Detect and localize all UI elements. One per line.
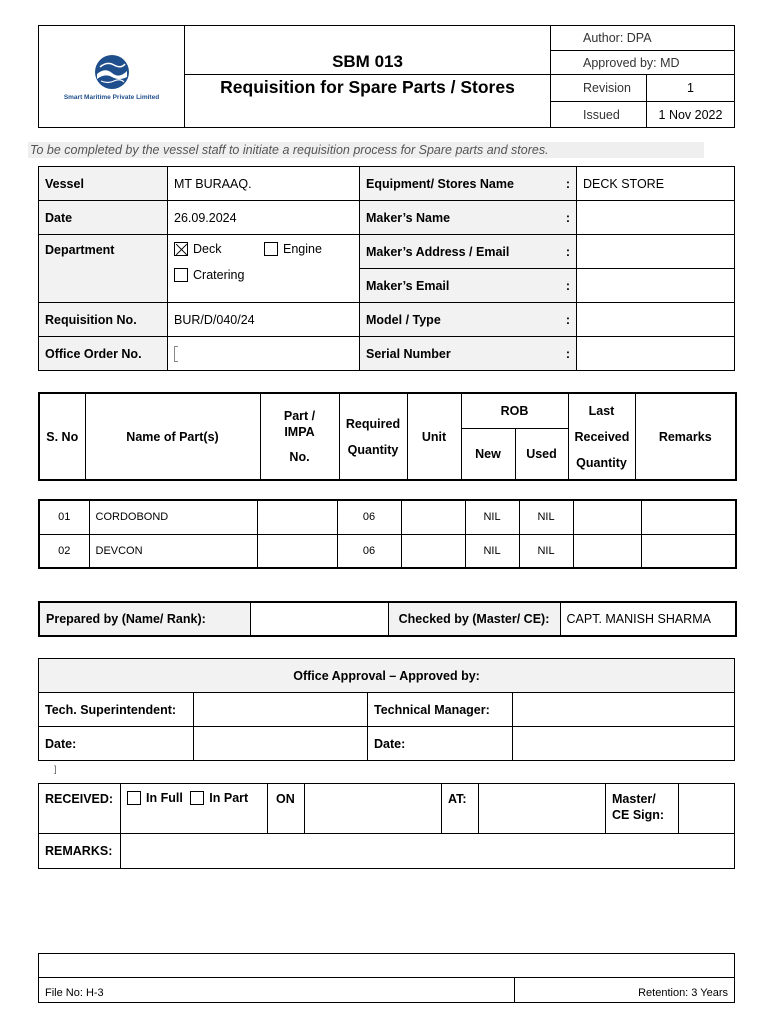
col-remarks: Remarks: [635, 393, 736, 480]
received-table: [38, 783, 735, 869]
checked-label: Checked by (Master/ CE):: [388, 602, 560, 636]
vessel-value[interactable]: MT BURAAQ.: [168, 167, 360, 201]
remarks-label: REMARKS:: [39, 834, 121, 869]
dept-deck-option[interactable]: [174, 242, 264, 256]
requisition-value[interactable]: BUR/D/040/24: [168, 303, 360, 337]
row-last[interactable]: [573, 500, 641, 534]
row-used[interactable]: NIL: [519, 500, 573, 534]
company-logo: [92, 53, 132, 91]
maker-name-value[interactable]: [577, 201, 735, 235]
revision-value: 1: [647, 75, 735, 102]
form-title: Requisition for Spare Parts / Stores: [185, 75, 551, 128]
instruction-text: To be completed by the vessel staff to initiate a requisition process for Spare parts and stores.: [28, 142, 704, 158]
last-line-2: Received: [574, 429, 630, 444]
in-part-label: In Part: [209, 791, 249, 805]
prepared-checked-table: [38, 601, 737, 637]
office-order-label: Office Order No.: [39, 337, 168, 371]
maker-address-label: Maker’s Address / Email :: [360, 235, 577, 269]
row-remarks[interactable]: [641, 500, 736, 534]
checked-value[interactable]: CAPT. MANISH SHARMA: [560, 602, 736, 636]
required-line-2: Quantity: [347, 442, 399, 457]
row-part-no[interactable]: [257, 500, 337, 534]
in-full-option[interactable]: [127, 791, 183, 805]
office-order-field[interactable]: [168, 337, 360, 371]
row-unit[interactable]: [401, 534, 465, 568]
received-options: [121, 784, 268, 834]
equipment-value[interactable]: DECK STORE: [577, 167, 735, 201]
footer-blank: [39, 954, 735, 978]
date-label: Date: [39, 201, 168, 235]
dept-engine-option[interactable]: [264, 242, 322, 256]
on-value[interactable]: [305, 784, 442, 834]
at-value[interactable]: [479, 784, 606, 834]
deck-checkbox[interactable]: [174, 242, 188, 256]
logo-text: Smart Maritime Private Limited: [63, 93, 160, 101]
table-row: [39, 500, 736, 534]
last-line-3: Quantity: [576, 455, 627, 470]
maker-name-label: Maker’s Name :: [360, 201, 577, 235]
author: Author: DPA: [551, 26, 735, 51]
on-label: ON: [268, 784, 305, 834]
approval-date-label-1: Date:: [39, 727, 194, 761]
dept-engine-label: Engine: [283, 242, 322, 256]
required-line-1: Required: [345, 416, 401, 431]
row-name[interactable]: DEVCON: [89, 534, 257, 568]
dept-catering-option[interactable]: [174, 268, 244, 282]
col-last-received: [568, 393, 635, 480]
office-approval-table: [38, 658, 735, 761]
prepared-value[interactable]: [250, 602, 388, 636]
approval-date-label-2: Date:: [368, 727, 513, 761]
tech-superintendent-label: Tech. Superintendent:: [39, 693, 194, 727]
received-label: RECEIVED:: [39, 784, 121, 834]
in-full-label: In Full: [146, 791, 183, 805]
catering-checkbox[interactable]: [174, 268, 188, 282]
colon: :: [565, 176, 570, 191]
in-part-option[interactable]: [190, 791, 248, 805]
row-part-no[interactable]: [257, 534, 337, 568]
header-block: [38, 25, 735, 128]
col-part-impa: [260, 393, 339, 480]
row-sno: 01: [39, 500, 89, 534]
row-unit[interactable]: [401, 500, 465, 534]
approved-by: Approved by: MD: [551, 51, 735, 75]
model-value[interactable]: [577, 303, 735, 337]
maker-address-value[interactable]: [577, 235, 735, 269]
prepared-label: Prepared by (Name/ Rank):: [39, 602, 250, 636]
row-last[interactable]: [573, 534, 641, 568]
row-qty[interactable]: 06: [337, 534, 401, 568]
col-rob-new: New: [461, 428, 515, 480]
logo-cell: [39, 26, 185, 128]
department-options: [168, 235, 360, 303]
colon: :: [565, 346, 570, 361]
row-used[interactable]: NIL: [519, 534, 573, 568]
serial-value[interactable]: [577, 337, 735, 371]
at-label: AT:: [442, 784, 479, 834]
footer-table: [38, 953, 735, 1003]
col-rob: ROB: [461, 393, 568, 428]
revision-label: Revision: [551, 75, 647, 102]
col-rob-used: Used: [515, 428, 568, 480]
technical-manager-value[interactable]: [513, 693, 735, 727]
col-sno: S. No: [39, 393, 85, 480]
col-name: Name of Part(s): [85, 393, 260, 480]
requisition-label: Requisition No.: [39, 303, 168, 337]
info-table: [38, 166, 735, 371]
text-cursor: [174, 346, 178, 362]
technical-manager-label: Technical Manager:: [368, 693, 513, 727]
date-value[interactable]: 26.09.2024: [168, 201, 360, 235]
approval-date-value-2[interactable]: [513, 727, 735, 761]
sign-label: [606, 784, 679, 834]
issued-value: 1 Nov 2022: [647, 102, 735, 128]
row-name[interactable]: CORDOBOND: [89, 500, 257, 534]
remarks-value[interactable]: [121, 834, 735, 869]
equipment-label: Equipment/ Stores Name :: [360, 167, 577, 201]
engine-checkbox[interactable]: [264, 242, 278, 256]
tech-superintendent-value[interactable]: [194, 693, 368, 727]
retention: Retention: 3 Years: [515, 978, 735, 1003]
sign-value[interactable]: [679, 784, 735, 834]
serial-label: Serial Number :: [360, 337, 577, 371]
colon: :: [565, 210, 570, 225]
model-label: Model / Type :: [360, 303, 577, 337]
col-unit: Unit: [407, 393, 461, 480]
row-sno: 02: [39, 534, 89, 568]
col-required: [339, 393, 407, 480]
colon: :: [565, 312, 570, 327]
parts-table: [38, 499, 737, 569]
maker-email-label: Maker’s Email :: [360, 269, 577, 303]
in-full-checkbox[interactable]: [127, 791, 141, 805]
part-impa-line-1: Part /: [283, 409, 316, 423]
file-no: File No: H-3: [39, 978, 515, 1003]
issued-label: Issued: [551, 102, 647, 128]
dept-deck-label: Deck: [193, 242, 222, 256]
parts-header-table: [38, 392, 737, 481]
table-row: [39, 534, 736, 568]
maker-email-value[interactable]: [577, 269, 735, 303]
stray-mark: ]: [54, 764, 57, 774]
colon: :: [565, 278, 570, 293]
sign-line-2: CE Sign:: [612, 808, 665, 822]
row-qty[interactable]: 06: [337, 500, 401, 534]
row-remarks[interactable]: [641, 534, 736, 568]
part-impa-line-3: No.: [289, 450, 310, 464]
part-impa-line-2: IMPA: [284, 425, 315, 439]
colon: :: [565, 244, 570, 259]
approval-title: Office Approval – Approved by:: [39, 659, 735, 693]
last-line-1: Last: [588, 403, 615, 418]
dept-catering-label: Cratering: [193, 268, 245, 282]
sign-line-1: Master/: [612, 792, 656, 806]
approval-date-value-1[interactable]: [194, 727, 368, 761]
row-new[interactable]: NIL: [465, 534, 519, 568]
vessel-label: Vessel: [39, 167, 168, 201]
in-part-checkbox[interactable]: [190, 791, 204, 805]
form-code: SBM 013: [185, 26, 551, 75]
row-new[interactable]: NIL: [465, 500, 519, 534]
department-label: Department: [39, 235, 168, 303]
